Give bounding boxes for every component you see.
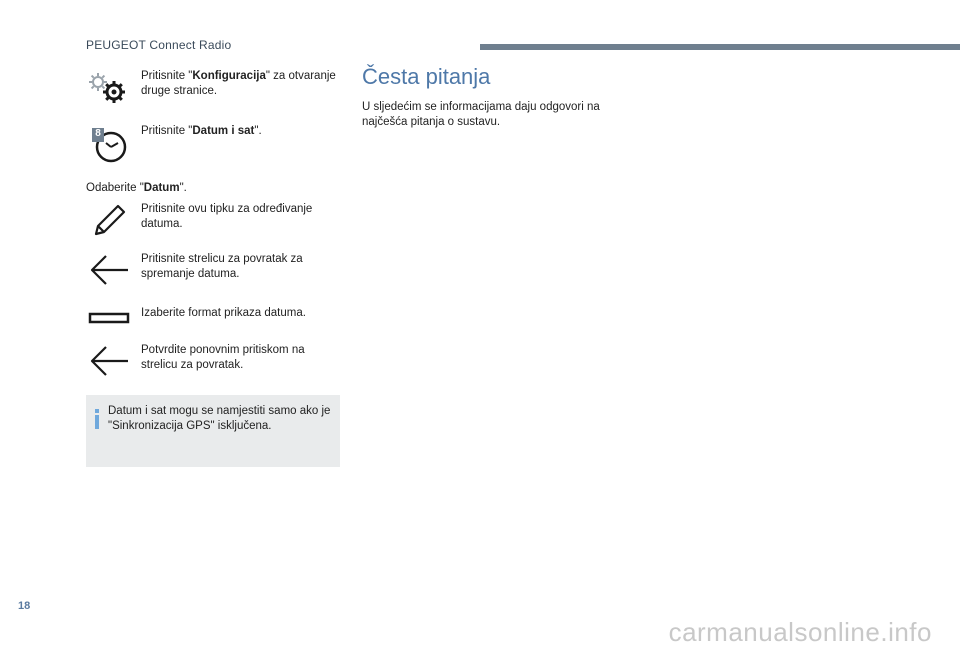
gear-icon xyxy=(86,70,130,106)
info-icon xyxy=(94,409,100,429)
rectangle-icon xyxy=(88,310,130,326)
step-format: Izaberite format prikaza datuma. xyxy=(141,307,306,319)
faq-body: U sljedećim se informacijama daju odgovori na najčešća pitanja o sustavu. xyxy=(362,101,600,128)
back-arrow-icon xyxy=(88,252,130,288)
watermark: carmanualsonline.info xyxy=(668,617,932,647)
info-note-text: Datum i sat mogu se namjestiti samo ako je "Sinkronizacija GPS" isključena. xyxy=(108,405,331,432)
page-number: 18 xyxy=(18,600,31,612)
step-date-time: Pritisnite "Datum i sat". xyxy=(141,125,262,137)
clock-badge: 8 xyxy=(95,128,101,139)
back-arrow-icon xyxy=(88,343,130,379)
faq-title: Česta pitanja xyxy=(362,64,491,89)
step-configuration: Pritisnite "Konfiguracija" za otvaranje druge stranice. xyxy=(141,70,336,97)
header-title: PEUGEOT Connect Radio xyxy=(86,38,232,52)
step-back-save: Pritisnite strelicu za povratak za spremanje datuma. xyxy=(141,253,303,280)
header-bar xyxy=(480,44,960,50)
step-edit-date: Pritisnite ovu tipku za određivanje datuma. xyxy=(141,203,313,230)
step-select-date: Odaberite "Datum". xyxy=(86,182,187,194)
step-confirm: Potvrdite ponovnim pritiskom na strelicu za povratak. xyxy=(141,344,305,371)
pencil-icon xyxy=(92,202,128,238)
